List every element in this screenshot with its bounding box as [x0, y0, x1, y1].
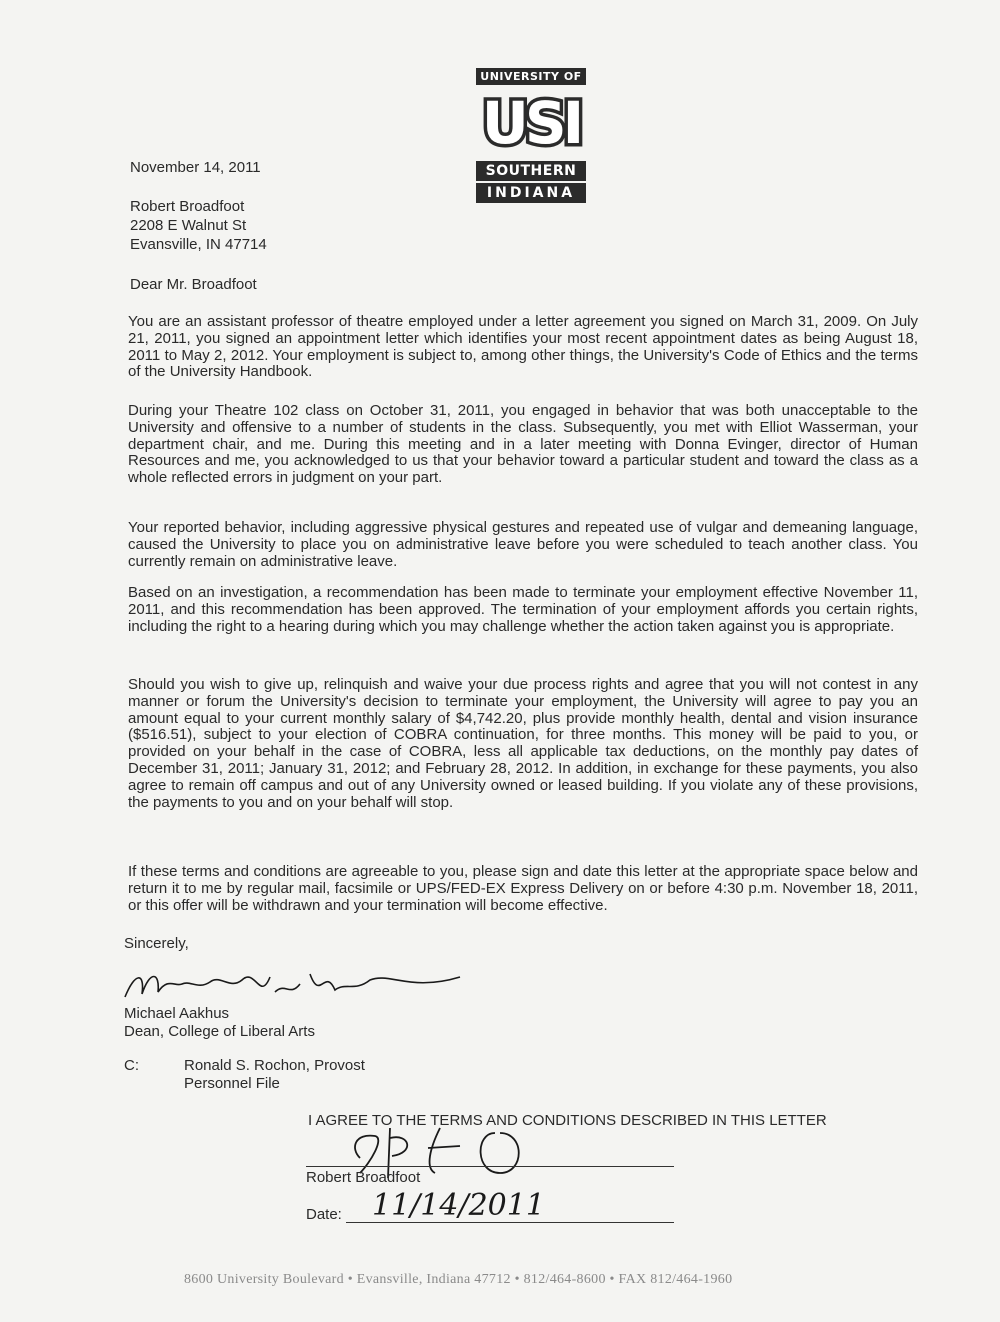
agreement-statement: I AGREE TO THE TERMS AND CONDITIONS DESCRIBED IN THIS LETTER — [308, 1112, 827, 1129]
date-line — [346, 1222, 674, 1223]
footer-address: 8600 University Boulevard • Evansville, Indiana 47712 • 812/464-8600 • FAX 812/464-1960 — [184, 1272, 733, 1287]
body-paragraph-4: Based on an investigation, a recommendation has been made to terminate your employment effective November 11, 2011, and this recommendation has been approved. The termination of your employment affords you certain rights, including the right to a hearing during which you may challenge whether the action taken against you is appropriate. — [128, 584, 918, 635]
logo-mark — [476, 87, 586, 159]
sender-name: Michael Aakhus — [124, 1005, 230, 1022]
recipient-name: Robert Broadfoot — [130, 198, 245, 215]
recipient-street: 2208 E Walnut St — [130, 217, 247, 234]
logo-top-text: UNIVERSITY OF — [476, 68, 586, 85]
usi-logo — [476, 68, 586, 203]
recipient-city: Evansville, IN 47714 — [130, 236, 267, 253]
body-paragraph-2: During your Theatre 102 class on October 31, 2011, you engaged in behavior that was both unacceptable to the University and offensive to a number of students in the class. Subsequently, you met with Elliot Wasserman, your department chair, and me. During this meeting and in a later meeting with Donna Evinger, director of Human Resources and me, you acknowledged to us that your behavior toward a particular student and toward the class as a whole reflected errors in judgment on your part. — [128, 402, 918, 487]
agreement-name: Robert Broadfoot — [306, 1169, 421, 1186]
date-label: Date: — [306, 1206, 342, 1223]
handwritten-date: 11/14/2011 — [372, 1188, 545, 1223]
body-paragraph-1: You are an assistant professor of theatre employed under a letter agreement you signed on March 31, 2009. On July 21, 2011, you signed an appointment letter which identifies your most recent appointment dates as being August 18, 2011 to May 2, 2012. Your employment is subject to, among other things, the University's Code of Ethics and the terms of the University Handbook. — [128, 313, 918, 381]
logo-line2: INDIANA — [476, 183, 586, 203]
letter-date: November 14, 2011 — [130, 159, 261, 176]
closing: Sincerely, — [124, 935, 189, 952]
logo-line1: SOUTHERN — [476, 161, 586, 181]
logo-mark-text: USI — [481, 89, 581, 157]
sender-title: Dean, College of Liberal Arts — [124, 1023, 315, 1040]
cc-recipient-1: Ronald S. Rochon, Provost — [184, 1057, 365, 1074]
signature-line — [306, 1166, 674, 1167]
salutation: Dear Mr. Broadfoot — [130, 276, 257, 293]
cc-recipient-2: Personnel File — [184, 1075, 280, 1092]
cc-label: C: — [124, 1057, 139, 1074]
body-paragraph-6: If these terms and conditions are agreeable to you, please sign and date this letter at the appropriate space below and return it to me by regular mail, facsimile or UPS/FED-EX Express Delivery on or before 4:30 p.m. November 18, 2011, or this offer will be withdrawn and your termination will become effective. — [128, 863, 918, 914]
body-paragraph-5: Should you wish to give up, relinquish and waive your due process rights and agree that you will not contest in any manner or forum the University's decision to terminate your employment, the University will agree to pay you an amount equal to your current monthly salary of $4,742.20, plus provide monthly health, dental and vision insurance ($516.51), subject to your election of COBRA continuation, for three months. This money will be paid to you, or provided on your behalf in the case of COBRA, less all applicable tax deductions, on the monthly pay dates of December 31, 2011; January 31, 2012; and February 28, 2012. In addition, in exchange for these payments, you also agree to remain off campus and out of any University owned or leased building. If you violate any of these provisions, the payments to you and on your behalf will stop. — [128, 676, 918, 811]
body-paragraph-3: Your reported behavior, including aggressive physical gestures and repeated use of vulgar and demeaning language, caused the University to place you on administrative leave before you were scheduled to teach another class. You currently remain on administrative leave. — [128, 519, 918, 570]
dean-signature — [120, 962, 470, 1010]
